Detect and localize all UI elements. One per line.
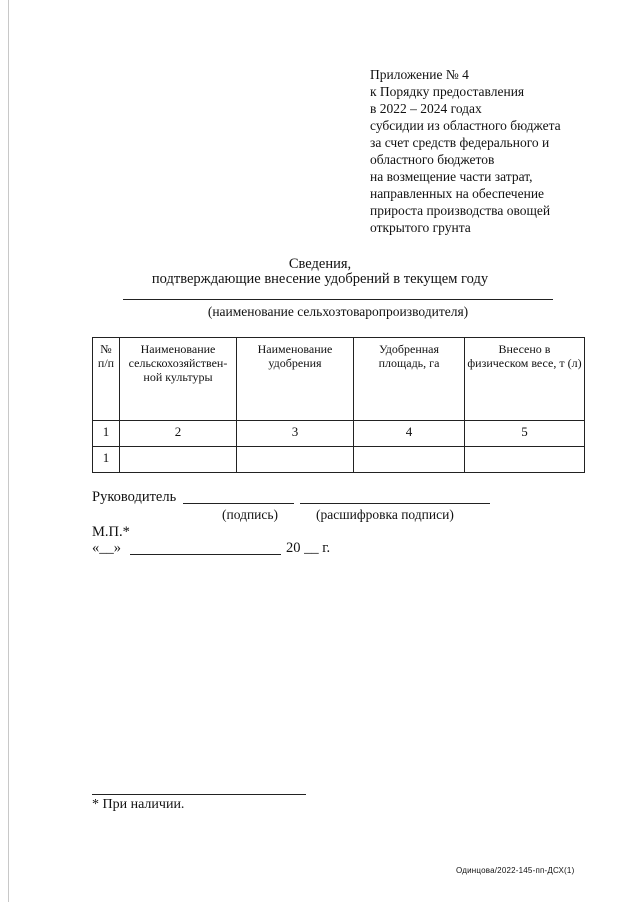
column-number: 2	[120, 421, 237, 447]
table-cell	[237, 447, 354, 473]
column-number: 4	[354, 421, 465, 447]
appendix-line: прироста производства овощей	[370, 203, 551, 218]
appendix-line: направленных на обеспечение	[370, 186, 545, 201]
column-number: 1	[93, 421, 120, 447]
table-cell	[465, 447, 585, 473]
header-number: № п/п	[93, 338, 120, 421]
header-crop: Наименование сельскохозяйствен-ной культуры	[120, 338, 237, 421]
fertilizer-table	[92, 337, 585, 473]
appendix-line: к Порядку предоставления	[370, 84, 525, 99]
column-number: 5	[465, 421, 585, 447]
header-area: Удобренная площадь, га	[354, 338, 465, 421]
table-cell	[120, 447, 237, 473]
date-month-line	[130, 554, 281, 555]
signature-decode-line	[300, 503, 490, 504]
signature-caption: (подпись)	[222, 507, 279, 522]
producer-name-line	[123, 299, 553, 300]
appendix-line: субсидии из областного бюджета	[370, 118, 561, 133]
date-year: 20 __ г.	[286, 540, 331, 556]
column-number: 3	[237, 421, 354, 447]
table-numbering-row	[93, 421, 585, 447]
appendix-line: в 2022 – 2024 годах	[370, 101, 482, 116]
footnote-separator	[92, 794, 306, 795]
table-cell: 1	[93, 447, 120, 473]
appendix-line: за счет средств федерального и	[370, 135, 550, 150]
date-day: «__»	[92, 540, 121, 556]
signature-line	[183, 503, 294, 504]
footnote: * При наличии.	[92, 797, 185, 812]
document-code: Одинцова/2022-145-пп-ДСХ(1)	[456, 866, 575, 875]
appendix-line: открытого грунта	[370, 220, 471, 235]
document-title: Сведения,	[288, 256, 352, 272]
appendix-block	[370, 66, 561, 236]
signature-decode-caption: (расшифровка подписи)	[316, 507, 454, 522]
table-row	[93, 447, 585, 473]
page-margin-line	[8, 0, 9, 902]
stamp-label: М.П.*	[92, 524, 130, 540]
header-fertilizer: Наименование удобрения	[237, 338, 354, 421]
appendix-line: на возмещение части затрат,	[370, 169, 533, 184]
document-subtitle: подтверждающие внесение удобрений в текущем году	[151, 271, 489, 287]
appendix-line: областного бюджетов	[370, 152, 495, 167]
table-header-row	[93, 338, 585, 421]
header-weight: Внесено в физическом весе, т (л)	[465, 338, 585, 421]
producer-name-caption: (наименование сельхозтоваропроизводителя)	[207, 304, 469, 319]
signature-label: Руководитель	[92, 489, 177, 505]
table-cell	[354, 447, 465, 473]
appendix-line: Приложение № 4	[370, 67, 469, 82]
